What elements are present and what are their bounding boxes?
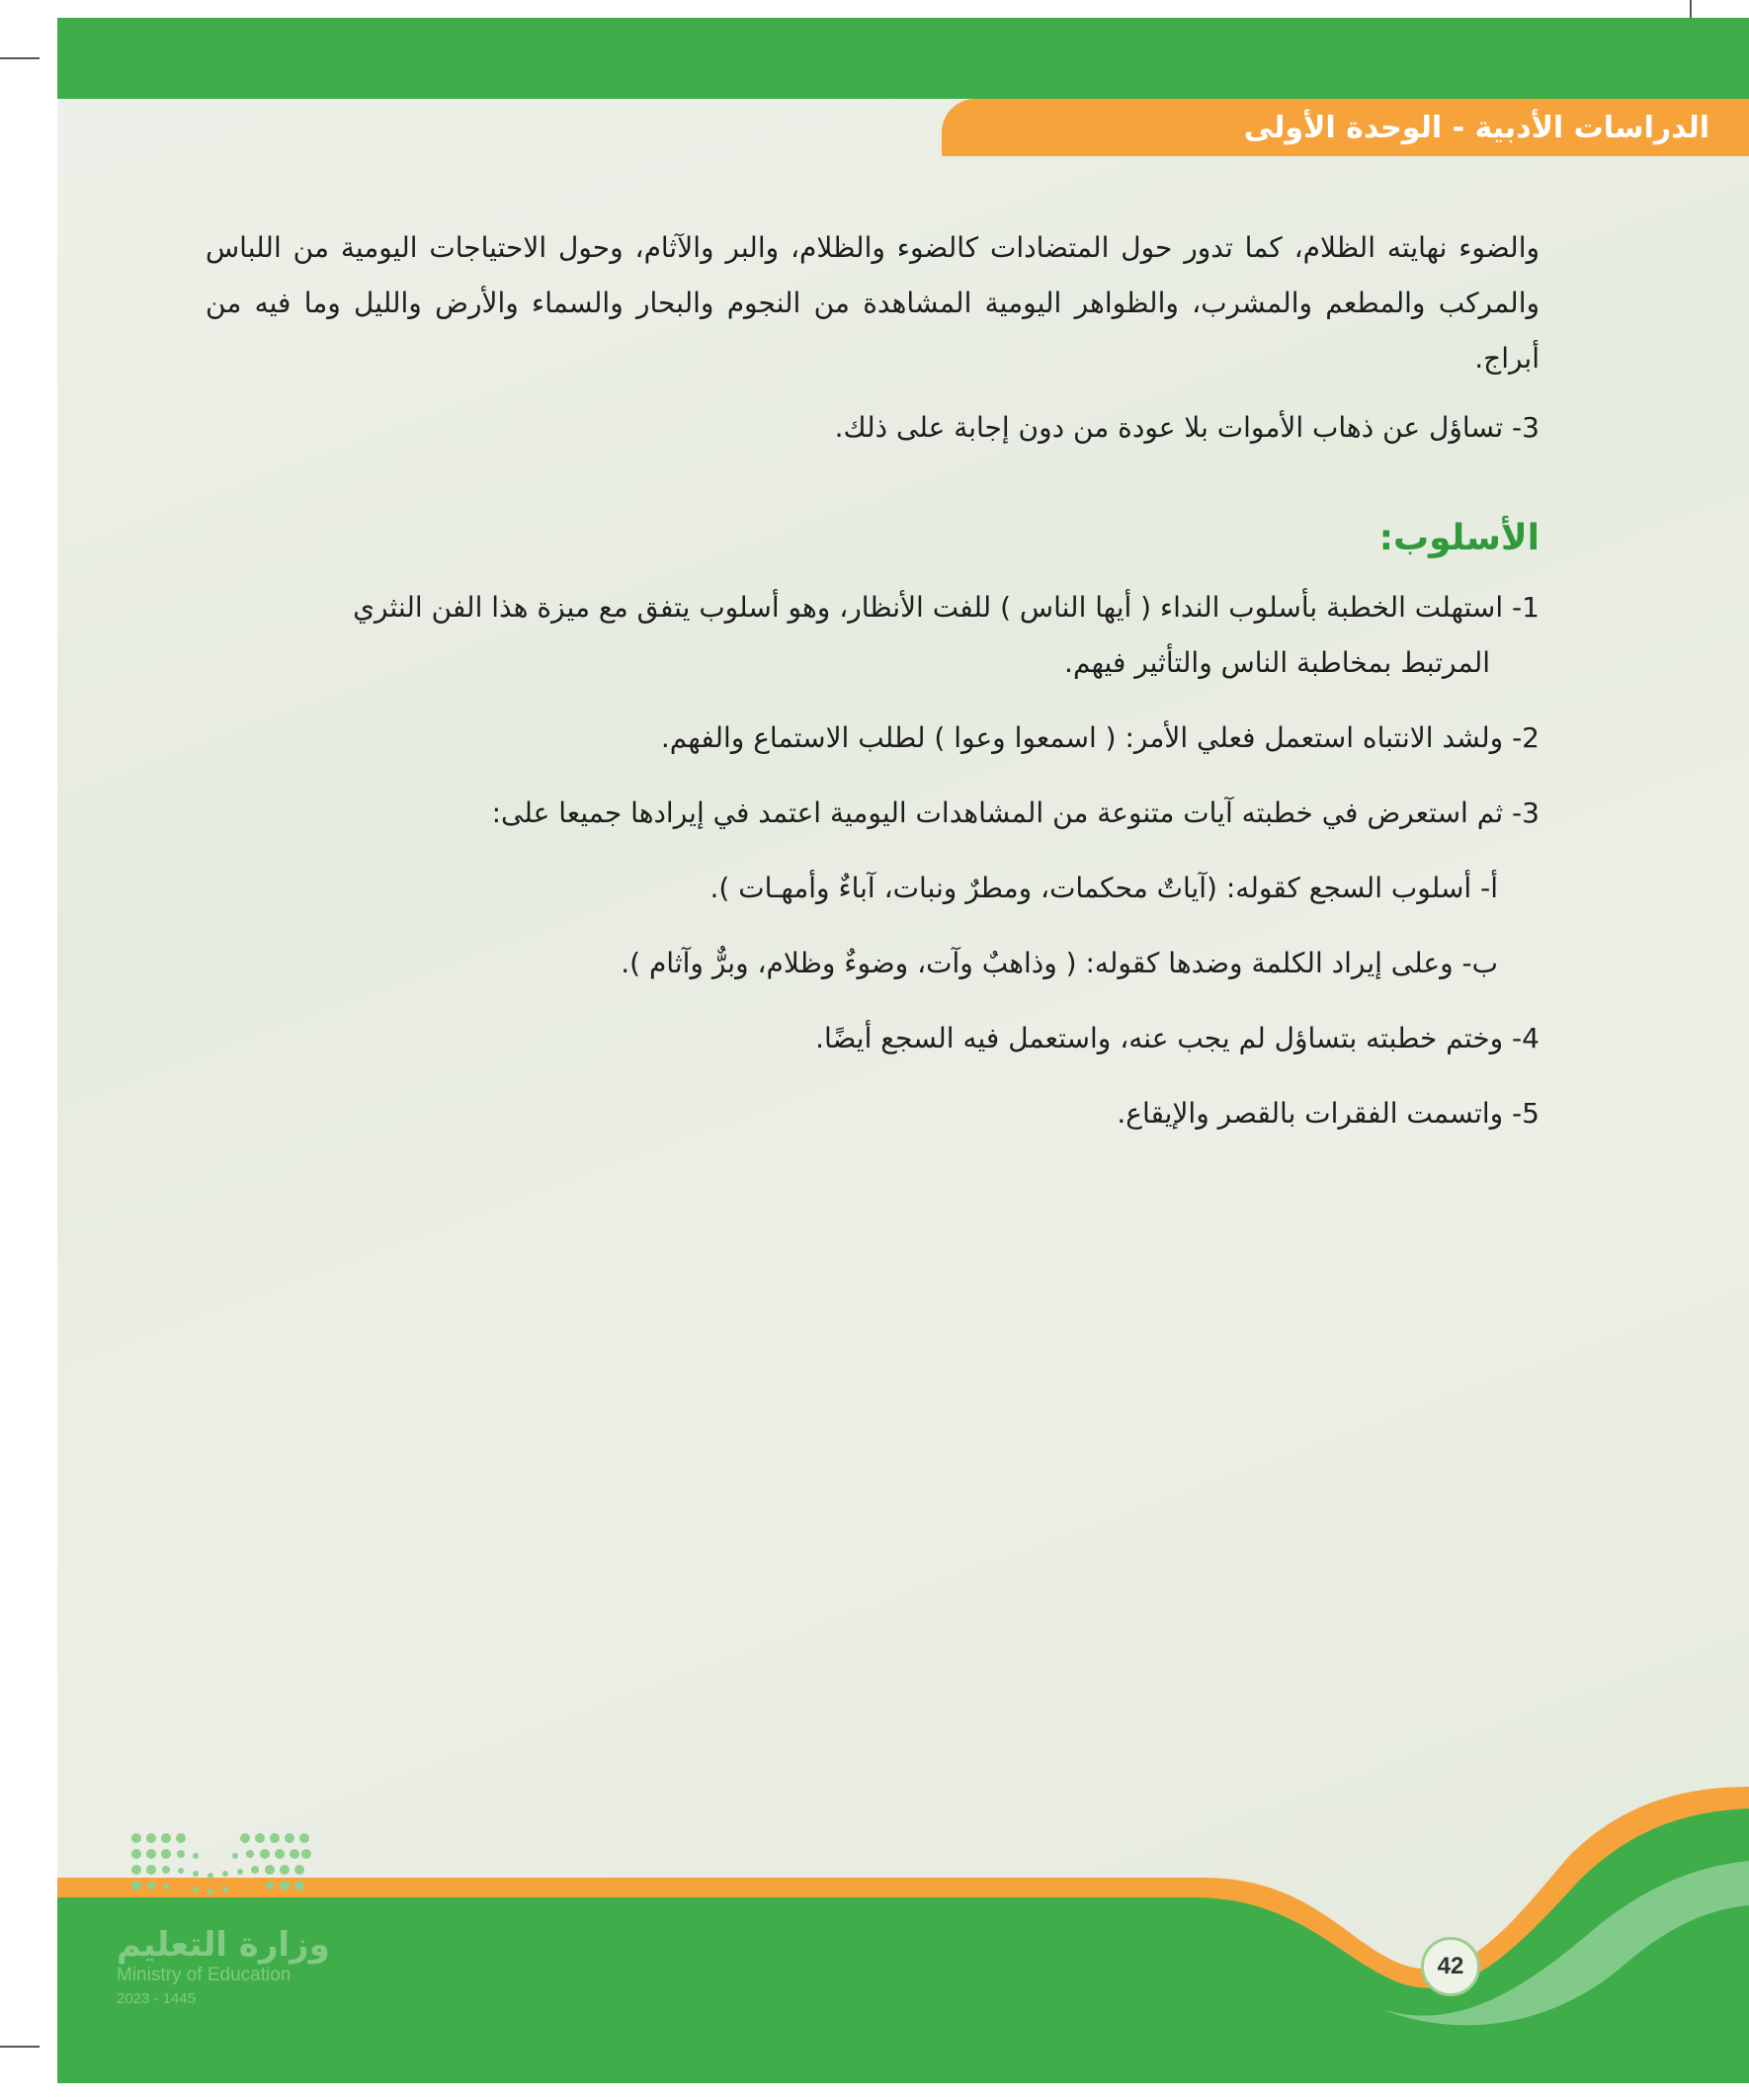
style-item-3-b: ب- وعلى إيراد الكلمة وضدها كقوله: ( وذاهبٌ وآت، وضوءٌ وظلام، وبرٌّ وآثام ). (621, 947, 1498, 979)
page-number: 42 (1437, 1953, 1464, 1979)
style-item-2: 2- ولشد الانتباه استعمل فعلي الأمر: ( اسمعوا وعوا ) لطلب الاستماع والفهم. (660, 721, 1540, 754)
page-number-badge (1421, 1937, 1480, 1996)
logo-english-text: Ministry of Education (117, 1965, 292, 1985)
style-item-3-a: أ- أسلوب السجع كقوله: (آياتٌ محكمات، ومطرٌ ونبات، آباءٌ وأمهـات ). (709, 872, 1498, 904)
page-content (206, 220, 1540, 1161)
header-title: الدراسات الأدبية - الوحدة الأولى (1243, 110, 1709, 145)
textbook-page (57, 18, 1749, 2083)
intro-item-3: 3- تساؤل عن ذهاب الأموات بلا عودة من دون إجابة على ذلك. (834, 411, 1540, 444)
style-item-3: 3- ثم استعرض في خطبته آيات متنوعة من المشاهدات اليومية اعتمد في إيرادها جميعا على: (491, 797, 1540, 829)
header-tab (942, 99, 1749, 156)
crop-mark (0, 57, 40, 59)
logo-dots-icon (97, 1826, 324, 1905)
logo-years-text: 2023 - 1445 (117, 1990, 197, 2007)
style-item-5: 5- واتسمت الفقرات بالقصر والإيقاع. (1117, 1097, 1540, 1130)
top-green-band (57, 18, 1749, 99)
style-item-4: 4- وختم خطبته بتساؤل لم يجب عنه، واستعمل فيه السجع أيضًا. (815, 1022, 1540, 1054)
style-item-1-line-2: المرتبط بمخاطبة الناس والتأثير فيهم. (1064, 646, 1490, 679)
crop-mark (0, 2046, 40, 2048)
logo-arabic-text: وزارة التعليم (117, 1925, 330, 1965)
style-item-1-line-1: 1- استهلت الخطبة بأسلوب النداء ( أيها الناس ) للفت الأنظار، وهو أسلوب يتفق مع ميزة هذا الفن النثري (353, 591, 1540, 624)
intro-paragraph: والضوء نهايته الظلام، كما تدور حول المتضادات كالضوء والظلام، والبر والآثام، وحول الاحتياجات اليومية من اللباس والمركب والمطعم والمشرب، والظواهر اليومية المشاهدة من النجوم والبحار والسماء والأرض والليل وما فيه من أبراج. (206, 231, 1540, 375)
section-title-style: الأسلوب: (1378, 518, 1540, 558)
ministry-logo (97, 1826, 393, 2024)
